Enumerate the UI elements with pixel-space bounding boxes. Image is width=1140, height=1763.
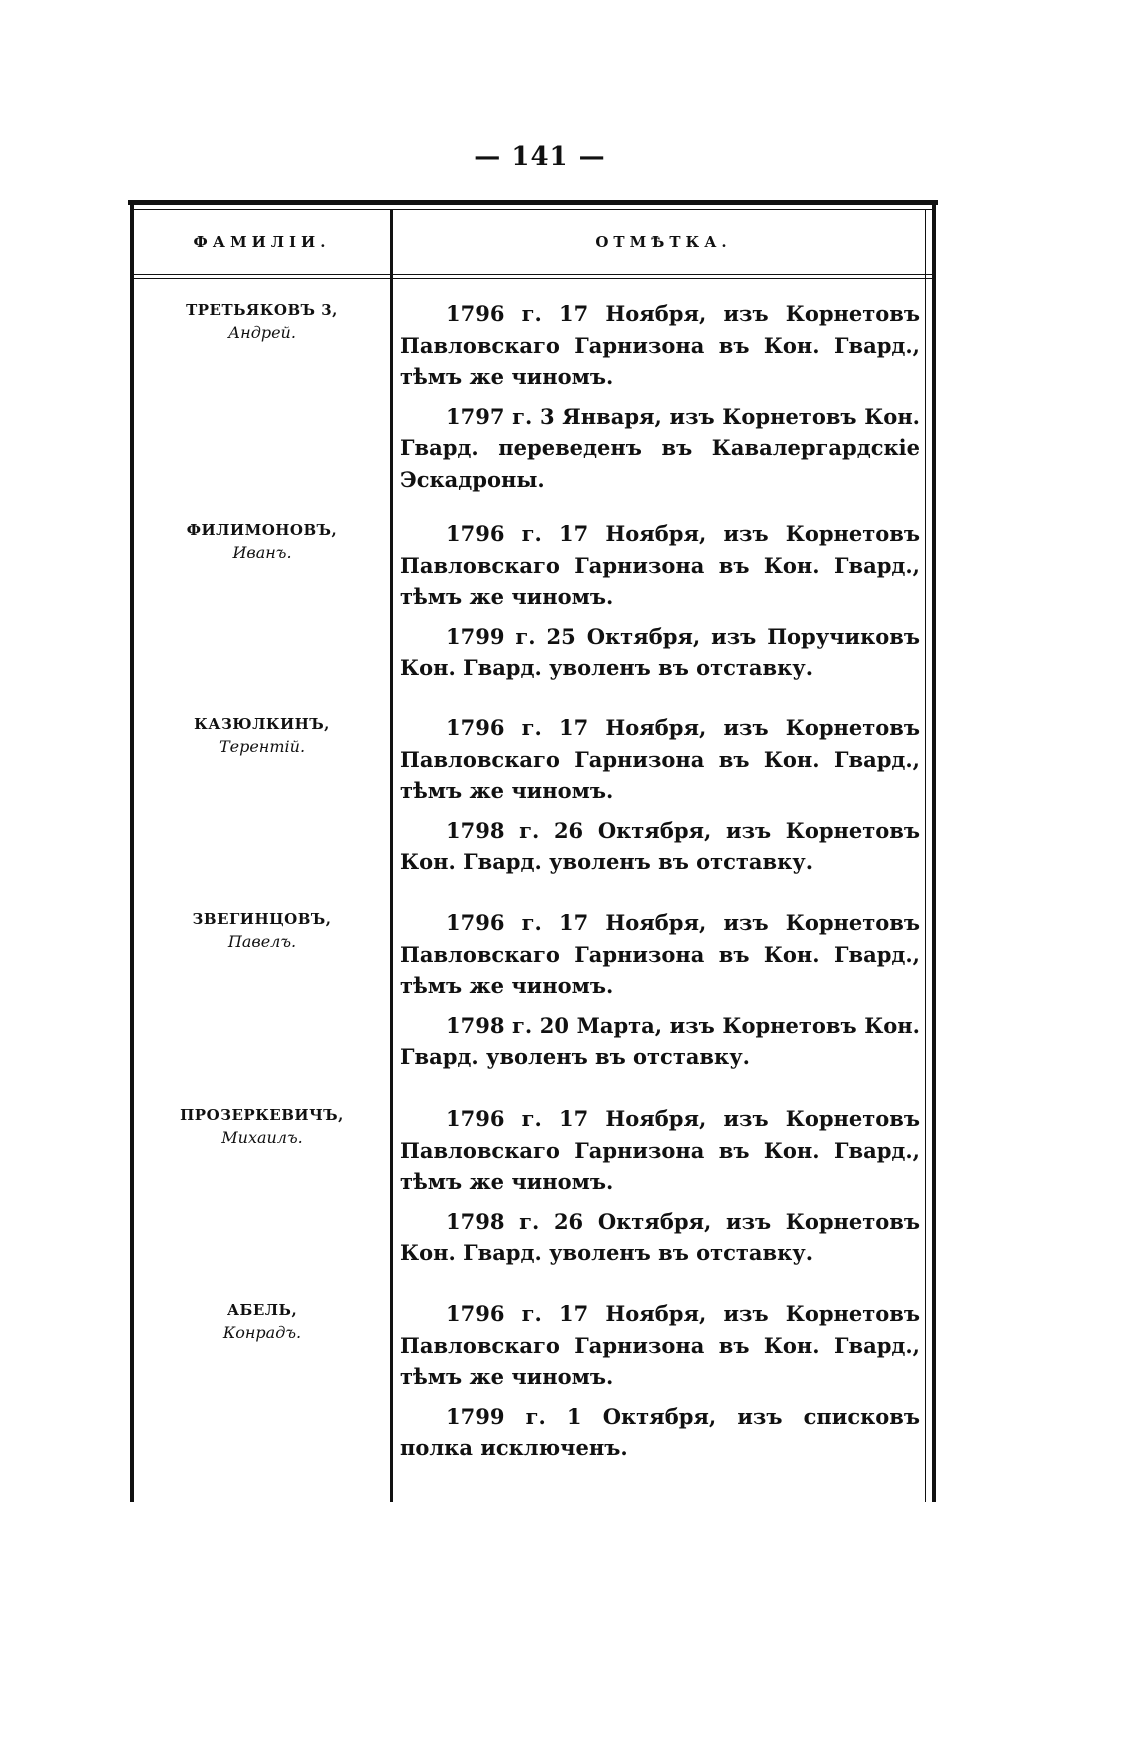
register-table bbox=[130, 200, 936, 1502]
given-name: Павелъ. bbox=[227, 932, 297, 951]
page-number: — 141 — bbox=[474, 142, 606, 172]
remark-paragraph: 1796 г. 17 Ноября, изъ Корнетовъ Павловскаго Гарнизона въ Кон. Гвард., тѣмъ же чиномъ. bbox=[400, 521, 920, 609]
name-cell bbox=[134, 1103, 390, 1149]
given-name: Терентій. bbox=[218, 737, 306, 756]
surname: ФИЛИМОНОВЪ, bbox=[186, 521, 338, 539]
remark-paragraph: 1799 г. 1 Октября, изъ списковъ полка исключенъ. bbox=[400, 1403, 920, 1460]
surname: ТРЕТЬЯКОВЪ 3, bbox=[186, 301, 338, 319]
remark-paragraph: 1796 г. 17 Ноября, изъ Корнетовъ Павловскаго Гарнизона въ Кон. Гвард., тѣмъ же чиномъ. bbox=[400, 715, 920, 803]
header-rule bbox=[134, 274, 932, 279]
header-remarks: ОТМѢТКА. bbox=[595, 233, 732, 251]
remark-paragraph: 1798 г. 26 Октября, изъ Корнетовъ Кон. Гвард. уволенъ въ отставку. bbox=[400, 1208, 920, 1265]
given-name: Иванъ. bbox=[232, 543, 292, 562]
remark-paragraph: 1796 г. 17 Ноября, изъ Корнетовъ Павловскаго Гарнизона въ Кон. Гвард., тѣмъ же чиномъ. bbox=[400, 1106, 920, 1194]
remark-paragraph: 1797 г. 3 Января, изъ Корнетовъ Кон. Гвард. переведенъ въ Кавалергардскіе Эскадроны. bbox=[400, 403, 920, 492]
surname: АБЕЛЬ, bbox=[226, 1301, 298, 1319]
remarks-cell bbox=[400, 518, 920, 692]
name-cell bbox=[134, 518, 390, 564]
given-name: Конрадъ. bbox=[222, 1323, 302, 1342]
name-cell bbox=[134, 907, 390, 953]
remark-paragraph: 1799 г. 25 Октября, изъ Поручиковъ Кон. Гвард. уволенъ въ отставку. bbox=[400, 623, 920, 680]
surname: ПРОЗЕРКЕВИЧЪ, bbox=[180, 1106, 344, 1124]
given-name: Михаилъ. bbox=[221, 1128, 303, 1147]
header-surnames: ФАМИЛІИ. bbox=[193, 233, 331, 251]
given-name: Андрей. bbox=[228, 323, 296, 342]
name-cell bbox=[134, 1298, 390, 1344]
remarks-cell bbox=[400, 712, 920, 886]
remarks-cell bbox=[400, 298, 920, 503]
remark-paragraph: 1798 г. 20 Марта, изъ Корнетовъ Кон. Гвард. уволенъ въ отставку. bbox=[400, 1012, 920, 1069]
remark-paragraph: 1796 г. 17 Ноября, изъ Корнетовъ Павловскаго Гарнизона въ Кон. Гвард., тѣмъ же чиномъ. bbox=[400, 301, 920, 389]
remark-paragraph: 1798 г. 26 Октября, изъ Корнетовъ Кон. Гвард. уволенъ въ отставку. bbox=[400, 817, 920, 874]
remark-paragraph: 1796 г. 17 Ноября, изъ Корнетовъ Павловскаго Гарнизона въ Кон. Гвард., тѣмъ же чиномъ. bbox=[400, 1301, 920, 1389]
surname: ЗВЕГИНЦОВЪ, bbox=[192, 910, 332, 928]
remarks-cell bbox=[400, 907, 920, 1081]
name-cell bbox=[134, 712, 390, 758]
remarks-cell bbox=[400, 1103, 920, 1277]
surname: КАЗЮЛКИНЪ, bbox=[194, 715, 330, 733]
column-divider bbox=[390, 209, 393, 1502]
remarks-cell bbox=[400, 1298, 920, 1472]
name-cell bbox=[134, 298, 390, 344]
remark-paragraph: 1796 г. 17 Ноября, изъ Корнетовъ Павловскаго Гарнизона въ Кон. Гвард., тѣмъ же чиномъ. bbox=[400, 910, 920, 998]
inner-right-rule bbox=[925, 209, 926, 1502]
